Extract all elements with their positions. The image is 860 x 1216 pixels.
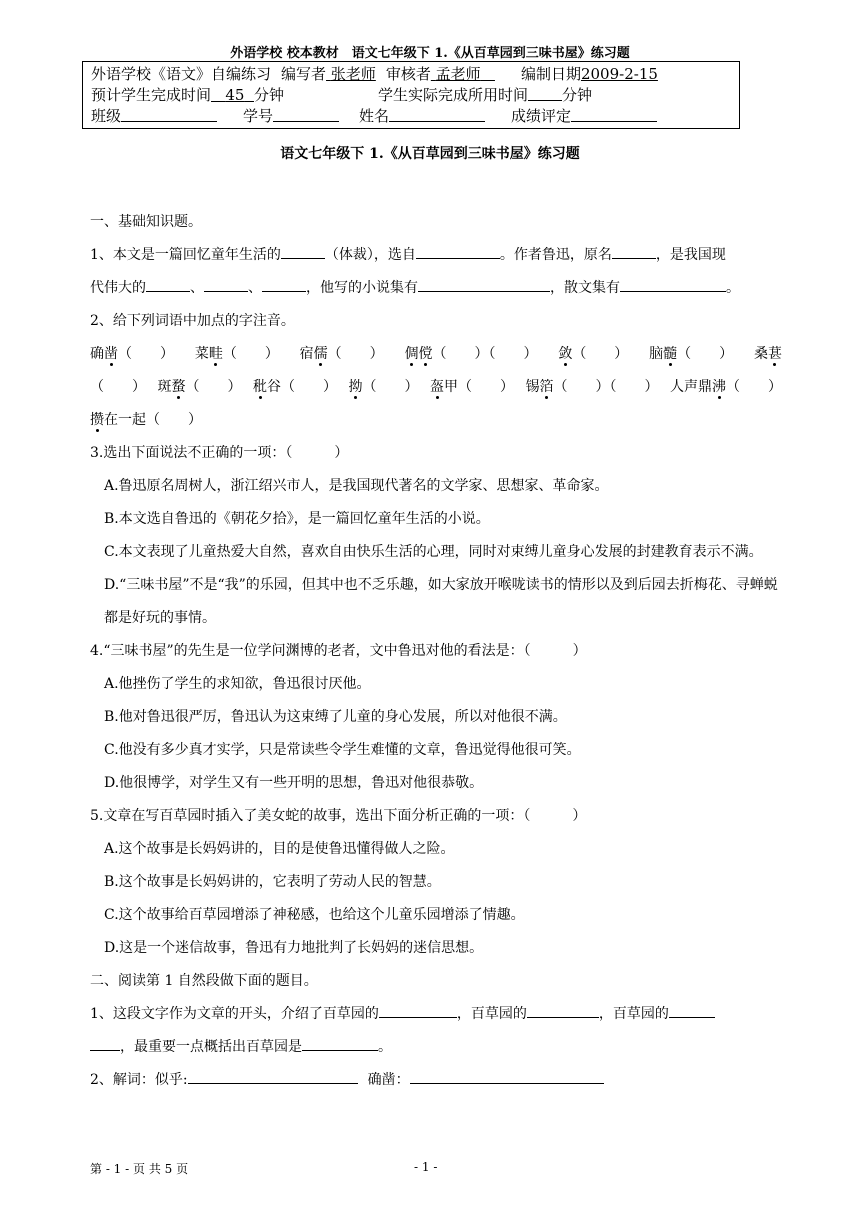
author-value: 张老师 — [330, 65, 376, 83]
option-4c: C.他没有多少真才实学，只是常读些令学生难懂的文章，鲁迅觉得他很可笑。 — [104, 742, 581, 758]
date-label: 编制日期 — [520, 65, 581, 83]
pinyin-item: 盔甲（ ） — [430, 379, 514, 395]
question-1-3: 3.选出下面说法不正确的一项：（ ） — [90, 445, 349, 461]
pinyin-item: 宿儒（ ） — [299, 346, 384, 362]
actual-time-blank[interactable] — [528, 85, 562, 101]
question-1-4: 4.“三味书屋”的先生是一位学问渊博的老者，文中鲁迅对他的看法是：（ ） — [90, 643, 587, 659]
reviewer-value: 孟老师 — [435, 65, 481, 83]
grade-blank[interactable] — [571, 106, 657, 122]
pinyin-line-2 — [90, 371, 782, 404]
pinyin-item: 桑葚 — [753, 346, 782, 362]
student-id-blank[interactable] — [273, 106, 339, 122]
pinyin-item: 敛（ ） — [558, 346, 629, 362]
pinyin-item: 确凿（ ） — [90, 346, 174, 362]
option-5a: A.这个故事是长妈妈讲的，目的是使鲁迅懂得做人之险。 — [104, 841, 455, 857]
class-blank[interactable] — [121, 106, 217, 122]
question-2-1: 1、这段文字作为文章的开头，介绍了百草园的 ，百草园的 ，百草园的 — [90, 998, 782, 1031]
name-blank[interactable] — [389, 106, 485, 122]
pinyin-item: （ ） — [90, 379, 146, 395]
option-5c: C.这个故事给百草园增添了神秘感，也给这个儿童乐园增添了情趣。 — [104, 907, 525, 923]
question-1-1: 1、本文是一篇回忆童年生活的 （体裁），选自 。作者鲁迅，原名 ，是我国现 — [90, 239, 782, 272]
pinyin-line-1 — [90, 338, 782, 371]
option-4b: B.他对鲁迅很严厉，鲁迅认为这束缚了儿童的身心发展，所以对他很不满。 — [104, 709, 567, 725]
option-3a: A.鲁迅原名周树人，浙江绍兴市人，是我国现代著名的文学家、思想家、革命家。 — [104, 478, 609, 494]
info-row-1 — [91, 64, 731, 85]
option-5b: B.这个故事是长妈妈讲的，它表明了劳动人民的智慧。 — [104, 874, 441, 890]
page-info: 第 - 1 - 页 共 5 页 — [90, 1162, 189, 1176]
question-1-5: 5.文章在写百草园时插入了美女蛇的故事，选出下面分析正确的一项：（ ） — [90, 808, 587, 824]
option-3c: C.本文表现了儿童热爱大自然，喜欢自由快乐生活的心理，同时对束缚儿童身心发展的封建教育表示不满。 — [104, 544, 763, 560]
pinyin-item: 人声鼎沸（ ） — [670, 379, 782, 395]
pinyin-item: 秕谷（ ） — [253, 379, 337, 395]
pinyin-line-3: 攒在一起（ ） — [90, 412, 202, 428]
page-number: - 1 - — [414, 1160, 438, 1174]
pinyin-item: 菜畦（ ） — [194, 346, 279, 362]
author-label: 编写者 — [281, 65, 327, 83]
question-2-1-cont: ，最重要一点概括出百草园是 。 — [90, 1031, 782, 1064]
expected-time-label: 预计学生完成时间 — [91, 86, 212, 104]
expected-time-value: 45 — [225, 86, 245, 104]
pinyin-item: 脑髓（ ） — [649, 346, 734, 362]
actual-time-unit: 分钟 — [562, 86, 593, 104]
running-header: 外语学校 校本教材 语文七年级下 1.《从百草园到三味书屋》练习题 — [230, 46, 630, 61]
option-5d: D.这是一个迷信故事，鲁迅有力地批判了长妈妈的迷信思想。 — [104, 940, 484, 956]
school-label: 外语学校《语文》自编练习 — [91, 65, 272, 83]
pinyin-item: 斑蝥（ ） — [157, 379, 242, 395]
document-title: 语文七年级下 1.《从百草园到三味书屋》练习题 — [280, 146, 580, 162]
option-4d: D.他很博学，对学生又有一些开明的思想，鲁迅对他很恭敬。 — [104, 775, 484, 791]
pinyin-item: 倜傥（ ）（ ） — [404, 346, 538, 362]
info-box — [82, 61, 740, 129]
class-label: 班级 — [91, 107, 122, 125]
exercise-content — [90, 206, 782, 1097]
section2-heading: 二、阅读第 1 自然段做下面的题目。 — [90, 973, 318, 989]
question-1-2: 2、给下列词语中加点的字注音。 — [90, 313, 295, 329]
expected-time-unit: 分钟 — [253, 86, 284, 104]
question-1-1-cont: 代伟大的 、 、 ，他写的小说集有 ，散文集有 。 — [90, 272, 782, 305]
section1-heading: 一、基础知识题。 — [90, 214, 202, 230]
grade-label: 成绩评定 — [511, 107, 572, 125]
pinyin-item: 锡箔（ ）（ ） — [525, 379, 659, 395]
question-2-2: 2、解词：似乎: 确凿： — [90, 1064, 782, 1097]
name-label: 姓名 — [359, 107, 390, 125]
actual-time-label: 学生实际完成所用时间 — [377, 86, 528, 104]
pinyin-item: 拗（ ） — [348, 379, 419, 395]
info-row-3 — [91, 106, 731, 127]
student-id-label: 学号 — [243, 107, 274, 125]
option-4a: A.他挫伤了学生的求知欲，鲁迅很讨厌他。 — [104, 676, 371, 692]
option-3b: B.本文选自鲁迅的《朝花夕拾》，是一篇回忆童年生活的小说。 — [104, 511, 490, 527]
date-value: 2009-2-15 — [580, 65, 658, 83]
info-row-2 — [91, 85, 731, 106]
option-3d: D.“三味书屋”不是“我”的乐园，但其中也不乏乐趣，如大家放开喉咙读书的情形以及到后园去折梅花、寻蝉蜕都是好玩的事情。 — [104, 577, 778, 626]
reviewer-label: 审核者 — [385, 65, 431, 83]
